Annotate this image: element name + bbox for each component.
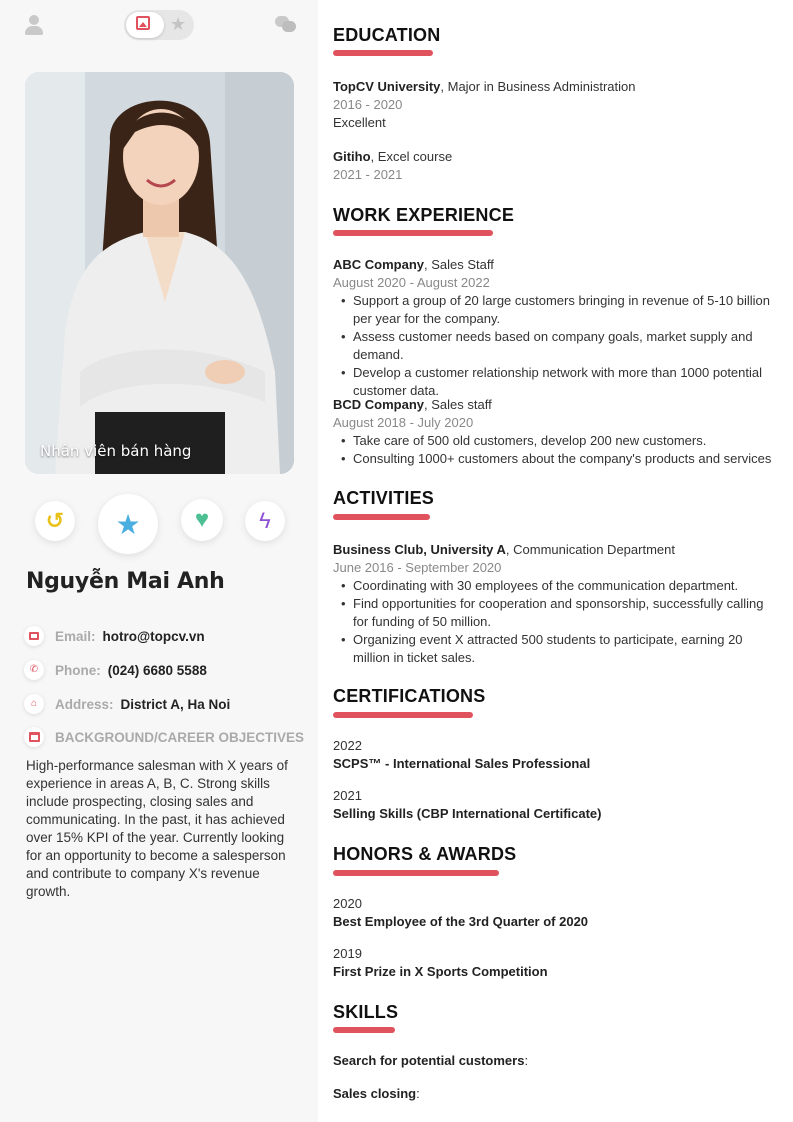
address-row	[24, 693, 230, 715]
photo-caption: Nhân viên bán hàng	[40, 442, 192, 460]
phone-row	[24, 659, 207, 681]
undo-icon: ↺	[45, 508, 65, 533]
list-item: • Take care of 500 old customers, develop 200 new customers.	[333, 432, 783, 450]
award-name: Best Employee of the 3rd Quarter of 2020	[333, 914, 589, 929]
list-item: • Consulting 1000+ customers about the company's products and services	[333, 450, 783, 468]
candidate-name: Nguyễn Mai Anh	[26, 569, 225, 594]
user-icon[interactable]	[24, 14, 44, 36]
activity-item: Business Club, University A, Communication Department	[333, 542, 675, 557]
activity-date: June 2016 - September 2020	[333, 560, 502, 575]
cert-name: Selling Skills (CBP International Certificate)	[333, 806, 602, 821]
work-date: August 2020 - August 2022	[333, 275, 490, 290]
heart-button[interactable]	[181, 499, 223, 541]
certifications-underline	[333, 712, 473, 718]
skills-title: SKILLS	[333, 1002, 399, 1022]
profile-photo	[25, 72, 294, 474]
address-value: District A, Ha Noi	[120, 696, 231, 712]
top-toolbar	[0, 0, 318, 60]
list-item: • Find opportunities for cooperation and sponsorship, successfully calling for funding of 50 million.	[333, 595, 773, 631]
action-buttons	[0, 494, 318, 554]
certifications-title: CERTIFICATIONS	[333, 686, 486, 706]
list-item: • Organizing event X attracted 500 students to participate, earning 20 million in ticket sales.	[333, 631, 773, 667]
calendar-icon	[24, 727, 44, 747]
education-date: 2021 - 2021	[333, 167, 403, 182]
work-bullets	[333, 432, 783, 468]
envelope-icon	[24, 626, 44, 646]
undo-button[interactable]	[35, 501, 75, 541]
cert-name: SCPS™ - International Sales Professional	[333, 756, 591, 771]
cert-year: 2021	[333, 788, 362, 803]
email-label: Email:	[55, 628, 96, 644]
honors-underline	[333, 870, 499, 876]
activity-bullets	[333, 577, 773, 667]
work-date: August 2018 - July 2020	[333, 415, 474, 430]
list-item: • Develop a customer relationship network with more than 1000 potential customer data.	[333, 364, 783, 400]
address-label: Address:	[55, 696, 114, 712]
background-header	[24, 726, 304, 748]
phone-icon: ✆	[24, 660, 44, 680]
phone-label: Phone:	[55, 662, 101, 678]
work-underline	[333, 230, 493, 236]
background-text: High-performance salesman with X years of experience in areas A, B, C. Strong skills include prospecting, closing sales and communicating. In the past, it has achieved over 15% KPI of the year. Currently looking for an opportunity to become a salesperson and contribute to company X's revenue growth.	[26, 758, 288, 899]
chat-icon[interactable]	[275, 16, 297, 34]
heart-icon: ♥	[194, 506, 210, 533]
education-title: EDUCATION	[333, 25, 441, 45]
activities-underline	[333, 514, 430, 520]
education-underline	[333, 50, 433, 56]
phone-value[interactable]: (024) 6680 5588	[107, 662, 207, 678]
skills-underline	[333, 1027, 395, 1033]
education-date: 2016 - 2020	[333, 97, 403, 112]
image-icon[interactable]	[136, 16, 150, 30]
work-item: ABC Company, Sales Staff	[333, 257, 494, 272]
award-year: 2019	[333, 946, 362, 961]
list-item: • Assess customer needs based on company goals, market supply and demand.	[333, 328, 783, 364]
work-item: BCD Company, Sales staff	[333, 397, 492, 412]
skill-item: Sales closing:	[333, 1086, 420, 1101]
work-bullets	[333, 292, 783, 400]
list-item: • Support a group of 20 large customers bringing in revenue of 5-10 billion per year for the company.	[333, 292, 783, 328]
star-icon[interactable]: ★	[170, 14, 187, 34]
email-value[interactable]: hotro@topcv.vn	[102, 628, 205, 644]
education-note: Excellent	[333, 115, 386, 130]
education-item: TopCV University, Major in Business Administration	[333, 79, 636, 94]
background-title: BACKGROUND/CAREER OBJECTIVES	[55, 729, 305, 745]
sidebar	[0, 0, 318, 1122]
education-item: Gitiho, Excel course	[333, 149, 453, 164]
star-icon: ★	[115, 508, 141, 540]
award-year: 2020	[333, 896, 362, 911]
bolt-button[interactable]	[245, 501, 285, 541]
cert-year: 2022	[333, 738, 362, 753]
skill-item: Search for potential customers:	[333, 1053, 529, 1068]
work-title: WORK EXPERIENCE	[333, 205, 515, 225]
view-toggle[interactable]	[124, 10, 194, 40]
home-icon: ⌂	[24, 694, 44, 714]
award-name: First Prize in X Sports Competition	[333, 964, 548, 979]
star-button[interactable]	[98, 494, 158, 554]
activities-title: ACTIVITIES	[333, 488, 435, 508]
honors-title: HONORS & AWARDS	[333, 844, 517, 864]
list-item: • Coordinating with 30 employees of the communication department.	[333, 577, 773, 595]
email-row	[24, 625, 205, 647]
lightning-icon: ϟ	[259, 508, 271, 533]
